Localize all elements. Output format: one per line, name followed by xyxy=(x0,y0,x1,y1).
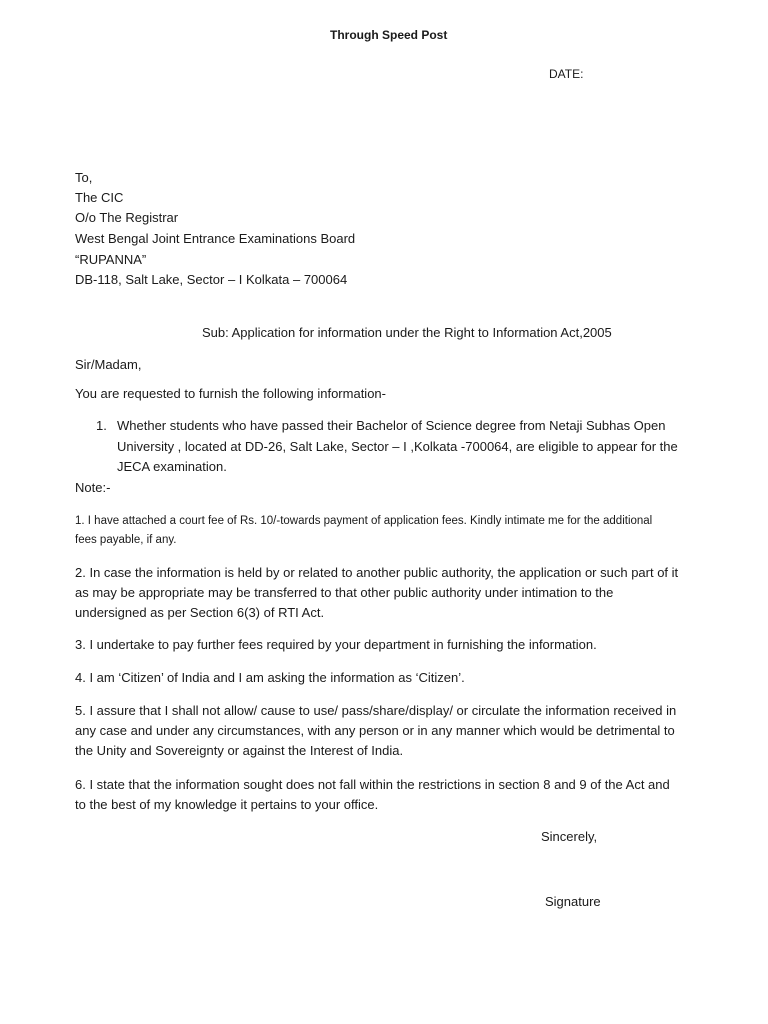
address-line: “RUPANNA” xyxy=(75,252,147,267)
note-line: undersigned as per Section 6(3) of RTI Act. xyxy=(75,605,325,620)
address-line: To, xyxy=(75,170,93,185)
address-line: DB-118, Salt Lake, Sector – I Kolkata – 700064 xyxy=(75,272,348,287)
request-line: Whether students who have passed their Bachelor of Science degree from Netaji Subhas Open xyxy=(117,418,666,433)
note-line: as may be appropriate may be transferred to that other public authority under intimation to the xyxy=(75,585,614,600)
delivery-mode: Through Speed Post xyxy=(330,28,448,42)
subject-line: Sub: Application for information under the Right to Information Act,2005 xyxy=(202,325,612,340)
salutation: Sir/Madam, xyxy=(75,357,142,372)
note-line: 4. I am ‘Citizen’ of India and I am asking the information as ‘Citizen’. xyxy=(75,670,465,685)
note-line: 6. I state that the information sought does not fall within the restrictions in section 8 and 9 of the Act and xyxy=(75,777,670,792)
address-line: O/o The Registrar xyxy=(75,210,179,225)
address-line: The CIC xyxy=(75,190,124,205)
note-line: fees payable, if any. xyxy=(75,534,177,546)
address-line: West Bengal Joint Entrance Examinations Board xyxy=(75,231,356,246)
intro-text: You are requested to furnish the following information- xyxy=(75,386,386,401)
note-line: the Unity and Sovereignty or against the Interest of India. xyxy=(75,743,404,758)
note-line: 2. In case the information is held by or related to another public authority, the application or such part of it xyxy=(75,565,679,580)
request-line: University , located at DD-26, Salt Lake, Sector – I ,Kolkata -700064, are eligible to appear for the xyxy=(117,439,678,454)
note-line: any case and under any circumstances, with any person or in any manner which would be detrimental to xyxy=(75,723,675,738)
signature-label: Signature xyxy=(545,894,601,909)
note-line: 1. I have attached a court fee of Rs. 10/-towards payment of application fees. Kindly intimate me for the additional xyxy=(75,515,653,527)
request-line: JECA examination. xyxy=(117,459,227,474)
note-label: Note:- xyxy=(75,480,111,495)
closing: Sincerely, xyxy=(541,829,598,844)
date-label: DATE: xyxy=(549,67,584,81)
note-line: 5. I assure that I shall not allow/ cause to use/ pass/share/display/ or circulate the information received in xyxy=(75,703,677,718)
request-number: 1. xyxy=(96,418,107,433)
note-line: to the best of my knowledge it pertains to your office. xyxy=(75,797,379,812)
note-line: 3. I undertake to pay further fees required by your department in furnishing the information. xyxy=(75,637,597,652)
